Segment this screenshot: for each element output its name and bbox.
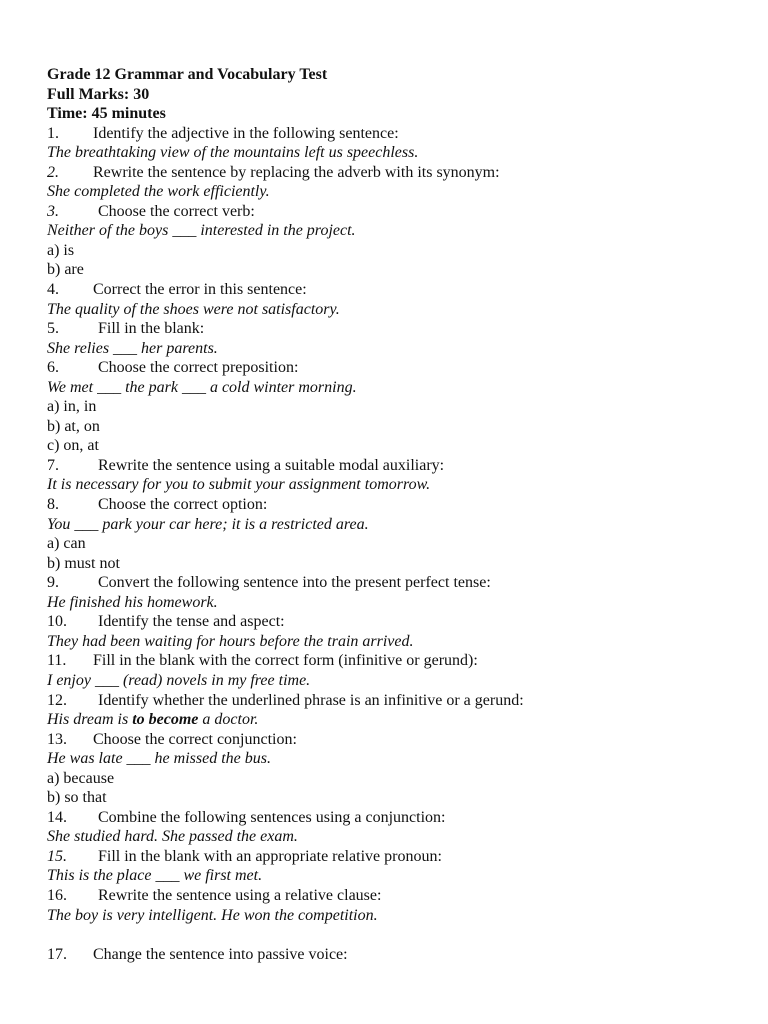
question-sentence — [47, 710, 737, 730]
question-sentence: The breathtaking view of the mountains left us speechless. — [47, 144, 419, 162]
question-number: 13. — [47, 730, 67, 748]
question-prompt: Identify the tense and aspect: — [98, 613, 285, 631]
question-3 — [47, 202, 737, 222]
sentence-part: His dream is — [47, 711, 133, 729]
answer-option: a) can — [47, 535, 86, 553]
question-number: 6. — [47, 359, 59, 377]
question-number: 11. — [47, 652, 67, 670]
answer-option: a) in, in — [47, 398, 97, 416]
test-title: Grade 12 Grammar and Vocabulary Test — [47, 66, 328, 83]
question-prompt: Change the sentence into passive voice: — [93, 945, 348, 963]
question-16 — [47, 886, 737, 906]
question-sentence: She completed the work efficiently. — [47, 183, 270, 201]
question-prompt: Identify whether the underlined phrase is an infinitive or a gerund: — [98, 691, 524, 709]
answer-option: b) so that — [47, 789, 107, 807]
question-sentence: You ___ park your car here; it is a restricted area. — [47, 515, 369, 533]
question-prompt: Fill in the blank with an appropriate relative pronoun: — [98, 847, 442, 865]
question-sentence: I enjoy ___ (read) novels in my free time. — [47, 671, 311, 689]
question-5 — [47, 319, 737, 339]
question-prompt: Fill in the blank with the correct form (infinitive or gerund): — [93, 652, 478, 670]
question-number: 4. — [47, 281, 59, 299]
question-4 — [47, 280, 737, 300]
question-number: 17. — [47, 945, 67, 963]
question-sentence: They had been waiting for hours before the train arrived. — [47, 632, 414, 650]
sentence-part: a doctor. — [198, 711, 259, 729]
question-11 — [47, 651, 737, 671]
question-number: 3. — [47, 202, 59, 220]
question-prompt: Combine the following sentences using a conjunction: — [98, 808, 446, 826]
question-number: 8. — [47, 496, 59, 514]
question-sentence: The boy is very intelligent. He won the competition. — [47, 906, 378, 924]
question-2 — [47, 163, 737, 183]
question-13 — [47, 730, 737, 750]
question-number: 14. — [47, 808, 67, 826]
question-number: 15. — [47, 847, 67, 865]
question-prompt: Choose the correct preposition: — [98, 359, 299, 377]
question-sentence: We met ___ the park ___ a cold winter morning. — [47, 378, 357, 396]
question-1 — [47, 124, 737, 144]
question-15 — [47, 847, 737, 867]
question-sentence: She studied hard. She passed the exam. — [47, 828, 298, 846]
question-prompt: Rewrite the sentence by replacing the adverb with its synonym: — [93, 163, 500, 181]
question-prompt: Correct the error in this sentence: — [93, 281, 307, 299]
question-17 — [47, 945, 737, 965]
question-sentence: He was late ___ he missed the bus. — [47, 750, 271, 768]
answer-option: b) at, on — [47, 417, 100, 435]
question-number: 2. — [47, 163, 59, 181]
blank-line — [47, 925, 737, 945]
question-prompt: Convert the following sentence into the present perfect tense: — [98, 574, 491, 592]
answer-option: a) is — [47, 241, 75, 259]
question-sentence: She relies ___ her parents. — [47, 339, 218, 357]
question-prompt: Choose the correct option: — [98, 496, 268, 514]
question-sentence: The quality of the shoes were not satisfactory. — [47, 300, 340, 318]
target-phrase: to become — [132, 711, 199, 729]
question-prompt: Choose the correct verb: — [98, 202, 255, 220]
question-sentence: He finished his homework. — [47, 593, 218, 611]
question-number: 5. — [47, 320, 59, 338]
answer-option: c) on, at — [47, 437, 99, 455]
time-limit: Time: 45 minutes — [47, 105, 166, 123]
answer-option: a) because — [47, 769, 115, 787]
question-prompt: Rewrite the sentence using a relative clause: — [98, 886, 382, 904]
question-sentence: Neither of the boys ___ interested in the project. — [47, 222, 356, 240]
question-sentence: This is the place ___ we first met. — [47, 867, 263, 885]
question-sentence: It is necessary for you to submit your assignment tomorrow. — [47, 476, 431, 494]
answer-option: b) are — [47, 261, 84, 279]
question-number: 9. — [47, 574, 59, 592]
full-marks: Full Marks: 30 — [47, 85, 150, 103]
question-number: 10. — [47, 613, 67, 631]
question-7 — [47, 456, 737, 476]
question-prompt: Rewrite the sentence using a suitable modal auxiliary: — [98, 456, 445, 474]
question-number: 12. — [47, 691, 67, 709]
question-number: 7. — [47, 456, 59, 474]
question-prompt: Choose the correct conjunction: — [93, 730, 297, 748]
question-6 — [47, 358, 737, 378]
question-14 — [47, 808, 737, 828]
question-9 — [47, 573, 737, 593]
question-prompt: Fill in the blank: — [98, 320, 205, 338]
question-10 — [47, 612, 737, 632]
answer-option: b) must not — [47, 554, 120, 572]
test-document — [47, 65, 737, 964]
question-prompt: Identify the adjective in the following sentence: — [93, 124, 399, 142]
question-8 — [47, 495, 737, 515]
question-number: 1. — [47, 124, 59, 142]
question-12 — [47, 691, 737, 711]
question-number: 16. — [47, 886, 67, 904]
